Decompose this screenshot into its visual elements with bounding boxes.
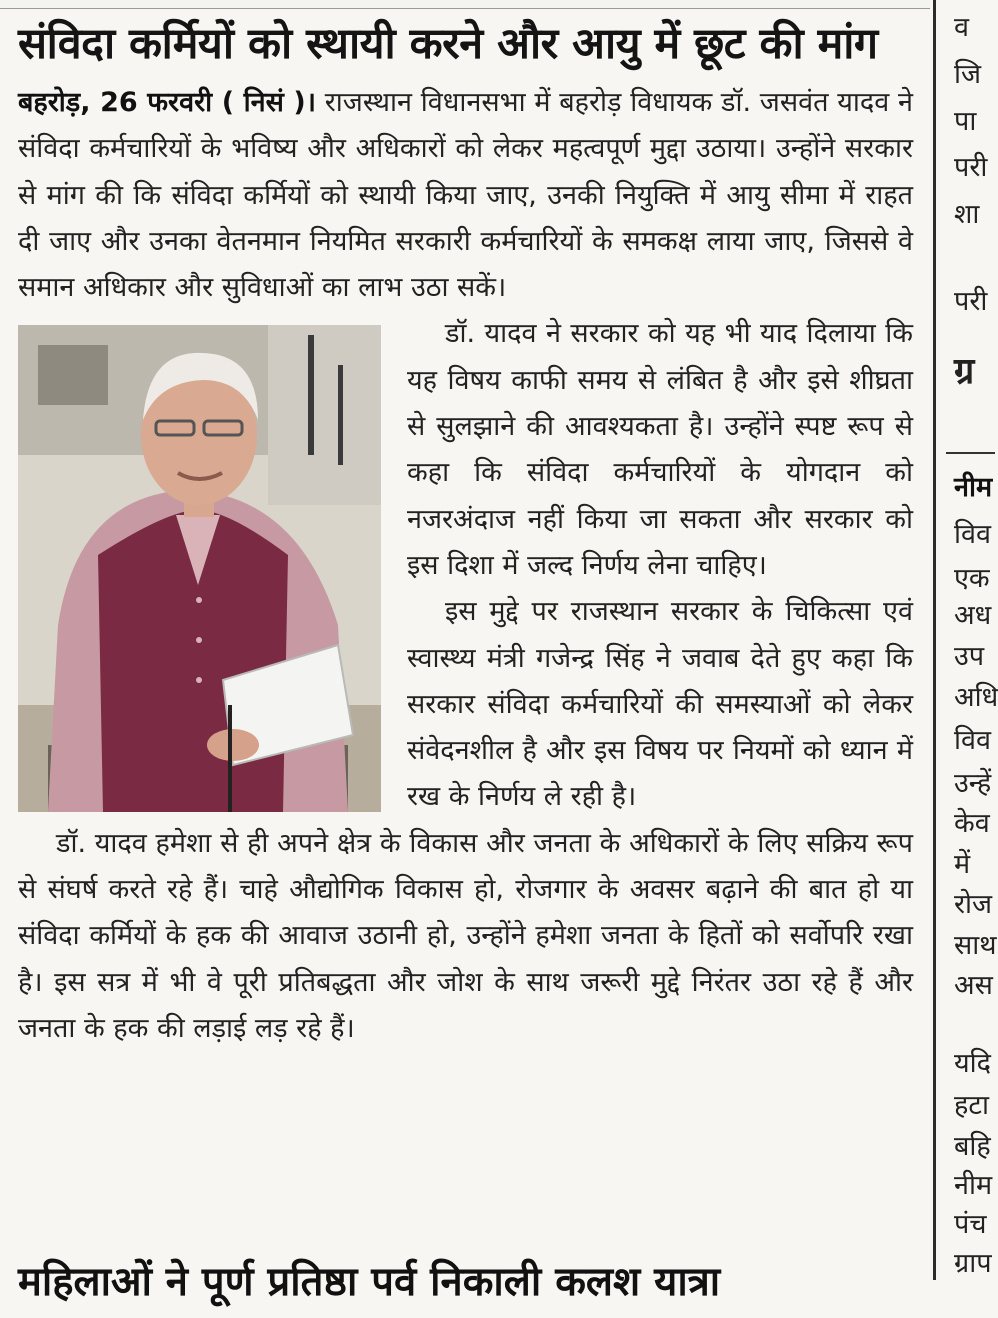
article-paragraph-1-text: राजस्थान विधानसभा में बहरोड़ विधायक डॉ. जसवंत यादव ने संविदा कर्मचारियों के भविष्य और अधिकारों को लेकर महत्वपूर्ण मुद्दा उठाया। उन्होंने सरकार से मांग की कि संविदा कर्मियों को स्थायी किया जाए, उनकी नियुक्ति में आयु सीमा में राहत दी जाए और उनका वेतनमान नियमित सरकारी कर्मचारियों के समकक्ष लाया जाए, जिससे वे समान अधिकार और सुविधाओं का लाभ उठा सकें। [18,87,913,304]
side-fragment: में [954,849,971,880]
side-fragment: साथ [954,930,997,961]
side-fragment: नीम [954,472,993,503]
column-divider [933,0,936,1280]
side-fragment: बहि [954,1131,991,1162]
side-fragment: पंच [954,1209,987,1240]
side-fragment: अध [954,600,992,631]
side-fragment: पा [954,106,977,137]
side-fragment: ग्राप [954,1248,992,1279]
side-fragment: शा [954,199,980,230]
legislator-photo-illustration [18,325,381,812]
side-fragment: परी [954,152,988,183]
side-fragment: केव [954,808,990,839]
side-fragment: व [954,12,970,43]
side-fragment: उन्हें [954,768,992,799]
article-dateline: बहरोड़, 26 फरवरी ( निसं )। [18,87,316,118]
side-fragment: परी [954,286,988,317]
side-subheading: ग्र [954,351,975,392]
article-body [18,80,913,1052]
article-paragraph-2: डॉ. यादव ने सरकार को यह भी याद दिलाया कि यह विषय काफी समय से लंबित है और इसे शीघ्रता से सुलझाने की आवश्यकता है। उन्होंने स्पष्ट रूप से कहा कि संविदा कर्मचारियों के योगदान को नजरअंदाज नहीं किया जा सकता और सरकार को इस दिशा में जल्द निर्णय लेना चाहिए। [407,318,913,581]
side-fragment: यदि [954,1048,991,1079]
side-fragment: अधि [954,682,998,713]
side-fragment: विव [954,725,992,756]
side-rule [946,452,995,454]
side-fragment: उप [954,641,985,672]
article-headline: संविदा कर्मियों को स्थायी करने और आयु में छूट की मांग [18,19,878,69]
article-paragraph-4: डॉ. यादव हमेशा से ही अपने क्षेत्र के विकास और जनता के अधिकारों के लिए सक्रिय रूप से संघर्ष करते रहे हैं। चाहे औद्योगिक विकास हो, रोजगार के अवसर बढ़ाने की बात हो या संविदा कर्मियों के हक की आवाज उठानी हो, उन्होंने हमेशा जनता के हितों को सर्वोपरि रखा है। इस सत्र में भी वे पूरी प्रतिबद्धता और जोश के साथ जरूरी मुद्दे निरंतर उठा रहे हैं और जनता के हक की लड़ाई लड़ रहे हैं। [18,827,913,1044]
side-fragment: एक [954,563,990,594]
article-paragraph-3: इस मुद्दे पर राजस्थान सरकार के चिकित्सा एवं स्वास्थ्य मंत्री गजेन्द्र सिंह ने जवाब देते हुए कहा कि सरकार संविदा कर्मचारियों की समस्याओं को लेकर संवेदनशील है और इस विषय पर नियमों को ध्यान में रख के निर्णय ले रही है। [407,596,913,813]
side-fragment: रोज [954,889,993,920]
side-fragment: नीम [954,1170,993,1201]
legislator-photo [18,325,381,812]
next-article-headline: महिलाओं ने पूर्ण प्रतिष्ठा पर्व निकाली कलश यात्रा [18,1259,721,1305]
side-fragment: विव [954,519,992,550]
side-fragment: हटा [954,1090,989,1121]
article-paragraph-1 [18,80,913,311]
side-fragment: जि [954,59,982,90]
side-fragment: अस [954,970,993,1001]
side-column [946,0,998,1280]
